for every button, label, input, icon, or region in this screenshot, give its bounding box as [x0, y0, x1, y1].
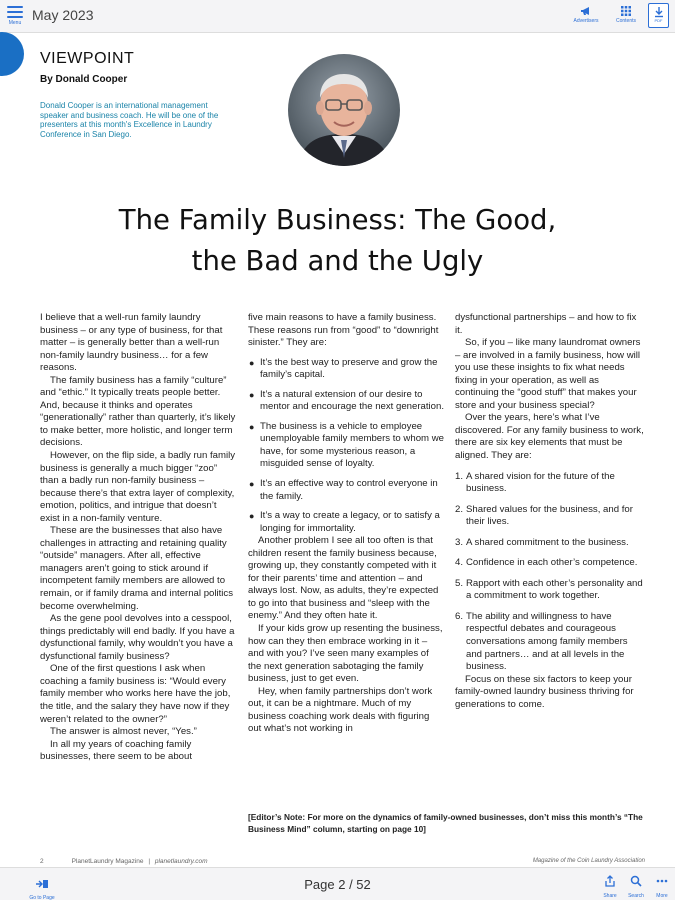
- list-item: [248, 389, 444, 414]
- list-number: 4.: [455, 557, 464, 569]
- list-item-text: It’s a way to create a legacy, or to satisfy a longing for immortality.: [260, 510, 440, 534]
- paragraph: However, on the flip side, a badly run family business is generally a much bigger “zoo” than a badly run non-family business – because there’s that extra layer of complexity, emotion, politics, and intrigue that doesn’t exist in a non-family venture.: [40, 450, 236, 524]
- list-item: [455, 537, 645, 550]
- bullet-icon: ●: [249, 357, 255, 368]
- menu-label: Menu: [8, 20, 22, 26]
- contents-label: Contents: [615, 18, 636, 24]
- bullet-icon: ●: [249, 421, 255, 432]
- paragraph: dysfunctional partnerships – and how to fix it.: [455, 312, 637, 336]
- footer-separator: |: [148, 858, 151, 865]
- issue-title: May 2023: [32, 7, 94, 23]
- paragraph: The answer is almost never, “Yes.”: [50, 726, 197, 738]
- paragraph: If your kids grow up resenting the business, how can they then embrace working in it – and with you? I’ve seen many examples of the next generation sabotaging the family business, just to get even.: [248, 623, 443, 685]
- share-icon: [604, 875, 616, 887]
- paragraph: Focus on these six factors to keep your family-owned laundry business thriving for generations to come.: [455, 673, 634, 710]
- section-title: VIEWPOINT: [40, 50, 135, 67]
- paragraph: I believe that a well-run family laundry business – or any type of business, for that matter – is generally better than a well-run non-family laundry business… for a few reasons.: [40, 312, 223, 374]
- share-label: Share: [603, 893, 617, 899]
- page-footer-left: [40, 858, 208, 865]
- association-footer: Magazine of the Coin Laundry Association: [532, 858, 645, 864]
- search-button[interactable]: [624, 874, 648, 899]
- paragraph: As the gene pool devolves into a cesspool, things predictably will end badly. If you have a dysfunctional family, why wouldn’t you have a dysfunctional family business?: [40, 613, 235, 662]
- editor-note: [Editor’s Note: For more on the dynamics of family-owned businesses, don’t miss this month’s “The Business Mind” column, starting on page 10]: [248, 812, 643, 834]
- bullet-icon: ●: [249, 511, 255, 522]
- bullet-icon: ●: [249, 389, 255, 400]
- list-number: 2.: [455, 503, 464, 515]
- list-item-text: Confidence in each other’s competence.: [466, 557, 638, 569]
- megaphone-icon: [580, 5, 592, 17]
- author-bio: Donald Cooper is an international management speaker and business coach. He will be one of the presenters at this month's Excellence in Laundry Conference in San Diego.: [40, 101, 219, 139]
- headline-line-2: the Bad and the Ugly: [191, 245, 484, 277]
- list-item: [455, 611, 645, 674]
- more-button[interactable]: [650, 874, 674, 899]
- paragraph: In all my years of coaching family businesses, there seem to be about: [40, 738, 192, 763]
- paragraph: Hey, when family partnerships don’t work out, it can be a nightmare. Much of my business coaching work deals with figuring out what’s not working in: [248, 685, 433, 735]
- advertisers-button[interactable]: [569, 5, 603, 24]
- pdf-label: PDF: [654, 18, 663, 23]
- go-to-page-label: Go to Page: [29, 895, 55, 901]
- article-column-1: [40, 312, 236, 764]
- share-button[interactable]: [598, 874, 622, 899]
- more-icon: [656, 875, 668, 887]
- list-item-text: Shared values for the business, and for their lives.: [466, 503, 633, 528]
- paragraph: The family business has a family “culture” and “ethic.” It typically treats people better. And, because it thinks and operates “generationally” rather than quarterly, it’s likely to make better, more holistic, and longer term decisions.: [40, 374, 236, 449]
- list-item: [248, 357, 444, 382]
- list-item: [455, 504, 645, 529]
- list-item-text: A shared vision for the future of the business.: [466, 470, 615, 495]
- list-item: [248, 510, 444, 535]
- download-icon: [654, 6, 664, 18]
- list-item-text: The ability and willingness to have respectful debates and courageous conversations among family members and partners… and at all levels in the business.: [466, 610, 628, 673]
- list-item-text: It’s an effective way to control everyone in the family.: [260, 478, 438, 502]
- paragraph: Another problem I see all too often is that children resent the family business because, growing up, they constantly competed with it for their parents’ time and attention – and always lost. Now, as adults, they’re expected to go into that business and “sleep with the enemy.” And they often hate it.: [248, 535, 439, 622]
- contents-button[interactable]: [609, 5, 643, 24]
- menu-icon: [7, 6, 23, 18]
- list-number: 1.: [455, 470, 464, 482]
- paragraph: Over the years, here’s what I’ve discovered. For any family business to work, there are six key elements that must be aligned. They are:: [455, 412, 644, 462]
- list-item: [455, 557, 645, 570]
- list-number: 6.: [455, 610, 464, 622]
- list-item-text: A shared commitment to the business.: [466, 536, 629, 548]
- bullet-icon: ●: [249, 479, 255, 490]
- advertisers-label: Advertisers: [573, 18, 599, 24]
- list-item-text: It’s a natural extension of our desire to mentor and encourage the next generation.: [260, 388, 445, 413]
- search-label: Search: [628, 893, 644, 899]
- list-item: [248, 478, 444, 503]
- grid-icon: [620, 5, 632, 17]
- website-link: planetlaundry.com: [154, 858, 208, 865]
- headline-line-1: The Family Business: The Good,: [118, 204, 557, 236]
- menu-button[interactable]: [4, 4, 26, 26]
- article-headline: [0, 200, 675, 282]
- more-label: More: [656, 893, 668, 899]
- search-icon: [630, 875, 642, 887]
- page-number: 2: [40, 858, 44, 865]
- magazine-page: [0, 34, 675, 866]
- paragraph: five main reasons to have a family business. These reasons run from “good” to “downright sinister.” They are:: [248, 312, 439, 349]
- list-number: 3.: [455, 536, 464, 548]
- paragraph: So, if you – like many laundromat owners – are involved in a family business, how will you use these insights to fix what needs fixing in your operation, as well as continuing the “good stuff” that makes your store and your business special?: [455, 337, 641, 411]
- publication-name: PlanetLaundry Magazine: [71, 858, 144, 865]
- list-item-text: The business is a vehicle to employee unemployable family members to whom we have, for some mysterious reason, a misguided sense of loyalty.: [260, 420, 444, 470]
- section-tab-marker: [0, 32, 24, 76]
- pdf-download-button[interactable]: [648, 3, 669, 28]
- paragraph: These are the businesses that also have challenges in attracting and retaining quality “outside” managers. After all, effective managers aren’t going to stick around if incompetent family members are allowed to remain, or if family drama and internal politics become overwhelming.: [40, 525, 234, 612]
- byline: By Donald Cooper: [40, 74, 128, 85]
- page-indicator: Page 2 / 52: [304, 877, 371, 892]
- paragraph: One of the first questions I ask when coaching a family business is: “Would every family member who works here have the job, the title, and the salary they have now if they weren’t related to the owner?”: [40, 663, 231, 725]
- list-item-text: Rapport with each other’s personality and a commitment to work together.: [466, 577, 643, 602]
- article-column-2: [248, 312, 444, 736]
- list-item-text: It’s the best way to preserve and grow the family’s capital.: [260, 356, 438, 381]
- bottom-toolbar: [0, 867, 675, 900]
- list-number: 5.: [455, 577, 464, 589]
- article-column-3: [455, 312, 645, 711]
- top-toolbar: [0, 0, 675, 33]
- list-item: [455, 471, 645, 496]
- list-item: [455, 578, 645, 603]
- author-photo: [288, 54, 400, 166]
- list-item: [248, 421, 444, 471]
